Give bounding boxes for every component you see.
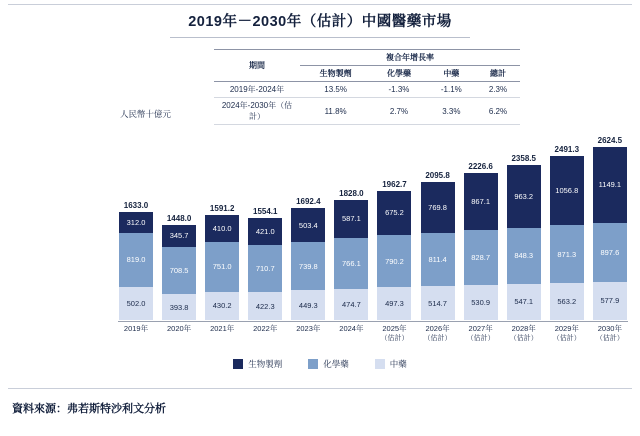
axis-unit-label: 人民幣十億元 bbox=[120, 109, 172, 119]
x-axis-tick-label: 2026年 （估計） bbox=[423, 324, 452, 342]
bar-stack bbox=[291, 208, 325, 320]
chart-legend bbox=[0, 358, 640, 370]
legend-item bbox=[375, 358, 407, 370]
bar-total-label: 1591.2 bbox=[209, 204, 235, 214]
cagr-cell: 6.2% bbox=[476, 98, 520, 125]
bar-segment-chem: 708.5 bbox=[162, 247, 196, 294]
bar-total-label: 2226.6 bbox=[468, 162, 493, 172]
bar-segment-chem: 710.7 bbox=[248, 245, 282, 292]
bar-segment-bio: 503.4 bbox=[291, 208, 325, 241]
bar-total-label: 2095.8 bbox=[425, 170, 450, 180]
bar-segment-tcm: 577.9 bbox=[593, 282, 627, 320]
x-axis-tick-label: 2025年 （估計） bbox=[380, 324, 409, 342]
x-axis-tick-label: 2021年 bbox=[210, 324, 235, 333]
stacked-bar-chart bbox=[118, 130, 628, 320]
bar-column bbox=[161, 130, 197, 320]
x-axis-tick-label: 2019年 bbox=[123, 324, 149, 333]
bar-segment-bio: 345.7 bbox=[162, 225, 196, 248]
x-axis-line bbox=[118, 321, 628, 322]
bar-total-label: 1962.7 bbox=[382, 179, 407, 189]
legend-item bbox=[308, 358, 349, 370]
cagr-cell: 2.7% bbox=[371, 98, 426, 125]
legend-swatch bbox=[233, 359, 243, 369]
bar-segment-tcm: 474.7 bbox=[334, 289, 368, 320]
bar-column bbox=[463, 130, 499, 320]
page-title: 2019年－2030年（估計）中國醫藥市場 bbox=[188, 14, 452, 30]
bar-stack bbox=[421, 182, 455, 320]
table-row bbox=[214, 82, 520, 98]
legend-label: 中藥 bbox=[389, 359, 407, 369]
cagr-cell: -1.1% bbox=[427, 82, 476, 98]
cagr-cell: 3.3% bbox=[427, 98, 476, 125]
x-axis-tick-label: 2022年 bbox=[253, 324, 278, 333]
cagr-col-chem: 化學藥 bbox=[371, 66, 426, 82]
bar-column bbox=[333, 130, 369, 320]
bar-segment-chem: 871.3 bbox=[550, 225, 584, 282]
bar-total-label: 1692.4 bbox=[296, 197, 321, 207]
bar-stack bbox=[119, 212, 153, 320]
legend-swatch bbox=[308, 359, 318, 369]
bar-segment-tcm: 497.3 bbox=[377, 287, 411, 320]
top-divider bbox=[8, 4, 632, 5]
cagr-row-period: 2024年-2030年（估計） bbox=[214, 98, 300, 125]
bar-segment-tcm: 393.8 bbox=[162, 294, 196, 320]
bar-stack bbox=[205, 215, 239, 320]
legend-label: 化學藥 bbox=[323, 359, 349, 369]
bar-segment-tcm: 563.2 bbox=[550, 283, 584, 320]
bar-total-label: 1633.0 bbox=[123, 201, 149, 211]
legend-label: 生物製劑 bbox=[248, 359, 283, 369]
bar-segment-tcm: 530.9 bbox=[464, 285, 498, 320]
x-axis-tick-label: 2020年 bbox=[166, 324, 192, 333]
bar-column bbox=[592, 130, 628, 320]
bar-column bbox=[204, 130, 240, 320]
bar-segment-chem: 819.0 bbox=[119, 233, 153, 287]
bar-stack bbox=[593, 147, 627, 320]
bar-segment-chem: 751.0 bbox=[205, 242, 239, 292]
source-divider bbox=[8, 388, 632, 389]
bar-stack bbox=[550, 156, 584, 320]
bar-column bbox=[420, 130, 456, 320]
bar-column bbox=[376, 130, 412, 320]
x-axis-tick-label: 2028年 （估計） bbox=[509, 324, 538, 342]
cagr-row-period: 2019年-2024年 bbox=[214, 82, 300, 98]
bar-segment-chem: 790.2 bbox=[377, 235, 411, 287]
bar-stack bbox=[464, 173, 498, 320]
cagr-table bbox=[214, 49, 520, 125]
cagr-col-total: 總計 bbox=[476, 66, 520, 82]
source-note: 資料來源：弗若斯特沙利文分析 bbox=[12, 403, 166, 415]
cagr-cell: 13.5% bbox=[300, 82, 371, 98]
bar-segment-tcm: 502.0 bbox=[119, 287, 153, 320]
bar-total-label: 1448.0 bbox=[166, 213, 192, 223]
x-axis-tick-label: 2030年 （估計） bbox=[595, 324, 624, 342]
x-axis-tick-label: 2027年 （估計） bbox=[466, 324, 495, 342]
bar-segment-chem: 766.1 bbox=[334, 238, 368, 289]
bar-segment-bio: 1149.1 bbox=[593, 147, 627, 223]
bar-segment-chem: 897.6 bbox=[593, 223, 627, 282]
bar-total-label: 2358.5 bbox=[511, 153, 536, 163]
x-axis-labels bbox=[118, 324, 628, 344]
bar-column bbox=[290, 130, 326, 320]
bar-segment-bio: 410.0 bbox=[205, 215, 239, 242]
cagr-table-body bbox=[214, 82, 520, 125]
bar-total-label: 1828.0 bbox=[339, 188, 364, 198]
bar-segment-bio: 312.0 bbox=[119, 212, 153, 233]
bar-segment-bio: 587.1 bbox=[334, 200, 368, 239]
bar-segment-tcm: 547.1 bbox=[507, 284, 541, 320]
cagr-cell: -1.3% bbox=[371, 82, 426, 98]
x-axis-tick-label: 2029年 （估計） bbox=[552, 324, 581, 342]
cagr-cell: 2.3% bbox=[476, 82, 520, 98]
bar-segment-chem: 811.4 bbox=[421, 233, 455, 286]
bar-column bbox=[506, 130, 542, 320]
bar-segment-chem: 848.3 bbox=[507, 228, 541, 284]
bar-segment-tcm: 514.7 bbox=[421, 286, 455, 320]
legend-item bbox=[233, 358, 282, 370]
bar-total-label: 2624.5 bbox=[597, 135, 623, 145]
bar-group bbox=[118, 130, 628, 320]
bar-total-label: 1554.1 bbox=[253, 206, 278, 216]
cagr-top-header: 複合年增長率 bbox=[300, 50, 520, 66]
legend-swatch bbox=[375, 359, 385, 369]
bar-stack bbox=[162, 225, 196, 320]
bar-total-label: 2491.3 bbox=[554, 144, 580, 154]
title-underline bbox=[170, 37, 470, 38]
bar-segment-chem: 828.7 bbox=[464, 230, 498, 285]
cagr-col-bio: 生物製劑 bbox=[300, 66, 371, 82]
x-axis-tick-label: 2023年 bbox=[296, 324, 321, 333]
bar-column bbox=[549, 130, 585, 320]
bar-stack bbox=[507, 165, 541, 320]
bar-column bbox=[247, 130, 283, 320]
bar-segment-tcm: 449.3 bbox=[291, 290, 325, 320]
table-row bbox=[214, 98, 520, 125]
cagr-period-header: 期間 bbox=[214, 50, 300, 82]
bar-stack bbox=[377, 191, 411, 320]
bar-segment-bio: 1056.8 bbox=[550, 156, 584, 226]
bar-segment-tcm: 430.2 bbox=[205, 292, 239, 320]
cagr-cell: 11.8% bbox=[300, 98, 371, 125]
bar-segment-bio: 867.1 bbox=[464, 173, 498, 230]
bar-stack bbox=[334, 200, 368, 320]
bar-segment-tcm: 422.3 bbox=[248, 292, 282, 320]
x-axis-tick-label: 2024年 bbox=[339, 324, 364, 333]
cagr-col-tcm: 中藥 bbox=[427, 66, 476, 82]
bar-column bbox=[118, 130, 154, 320]
bar-segment-bio: 963.2 bbox=[507, 165, 541, 228]
bar-segment-bio: 675.2 bbox=[377, 191, 411, 236]
bar-segment-bio: 769.8 bbox=[421, 182, 455, 233]
bar-segment-chem: 739.8 bbox=[291, 242, 325, 291]
bar-stack bbox=[248, 218, 282, 320]
bar-segment-bio: 421.0 bbox=[248, 218, 282, 246]
